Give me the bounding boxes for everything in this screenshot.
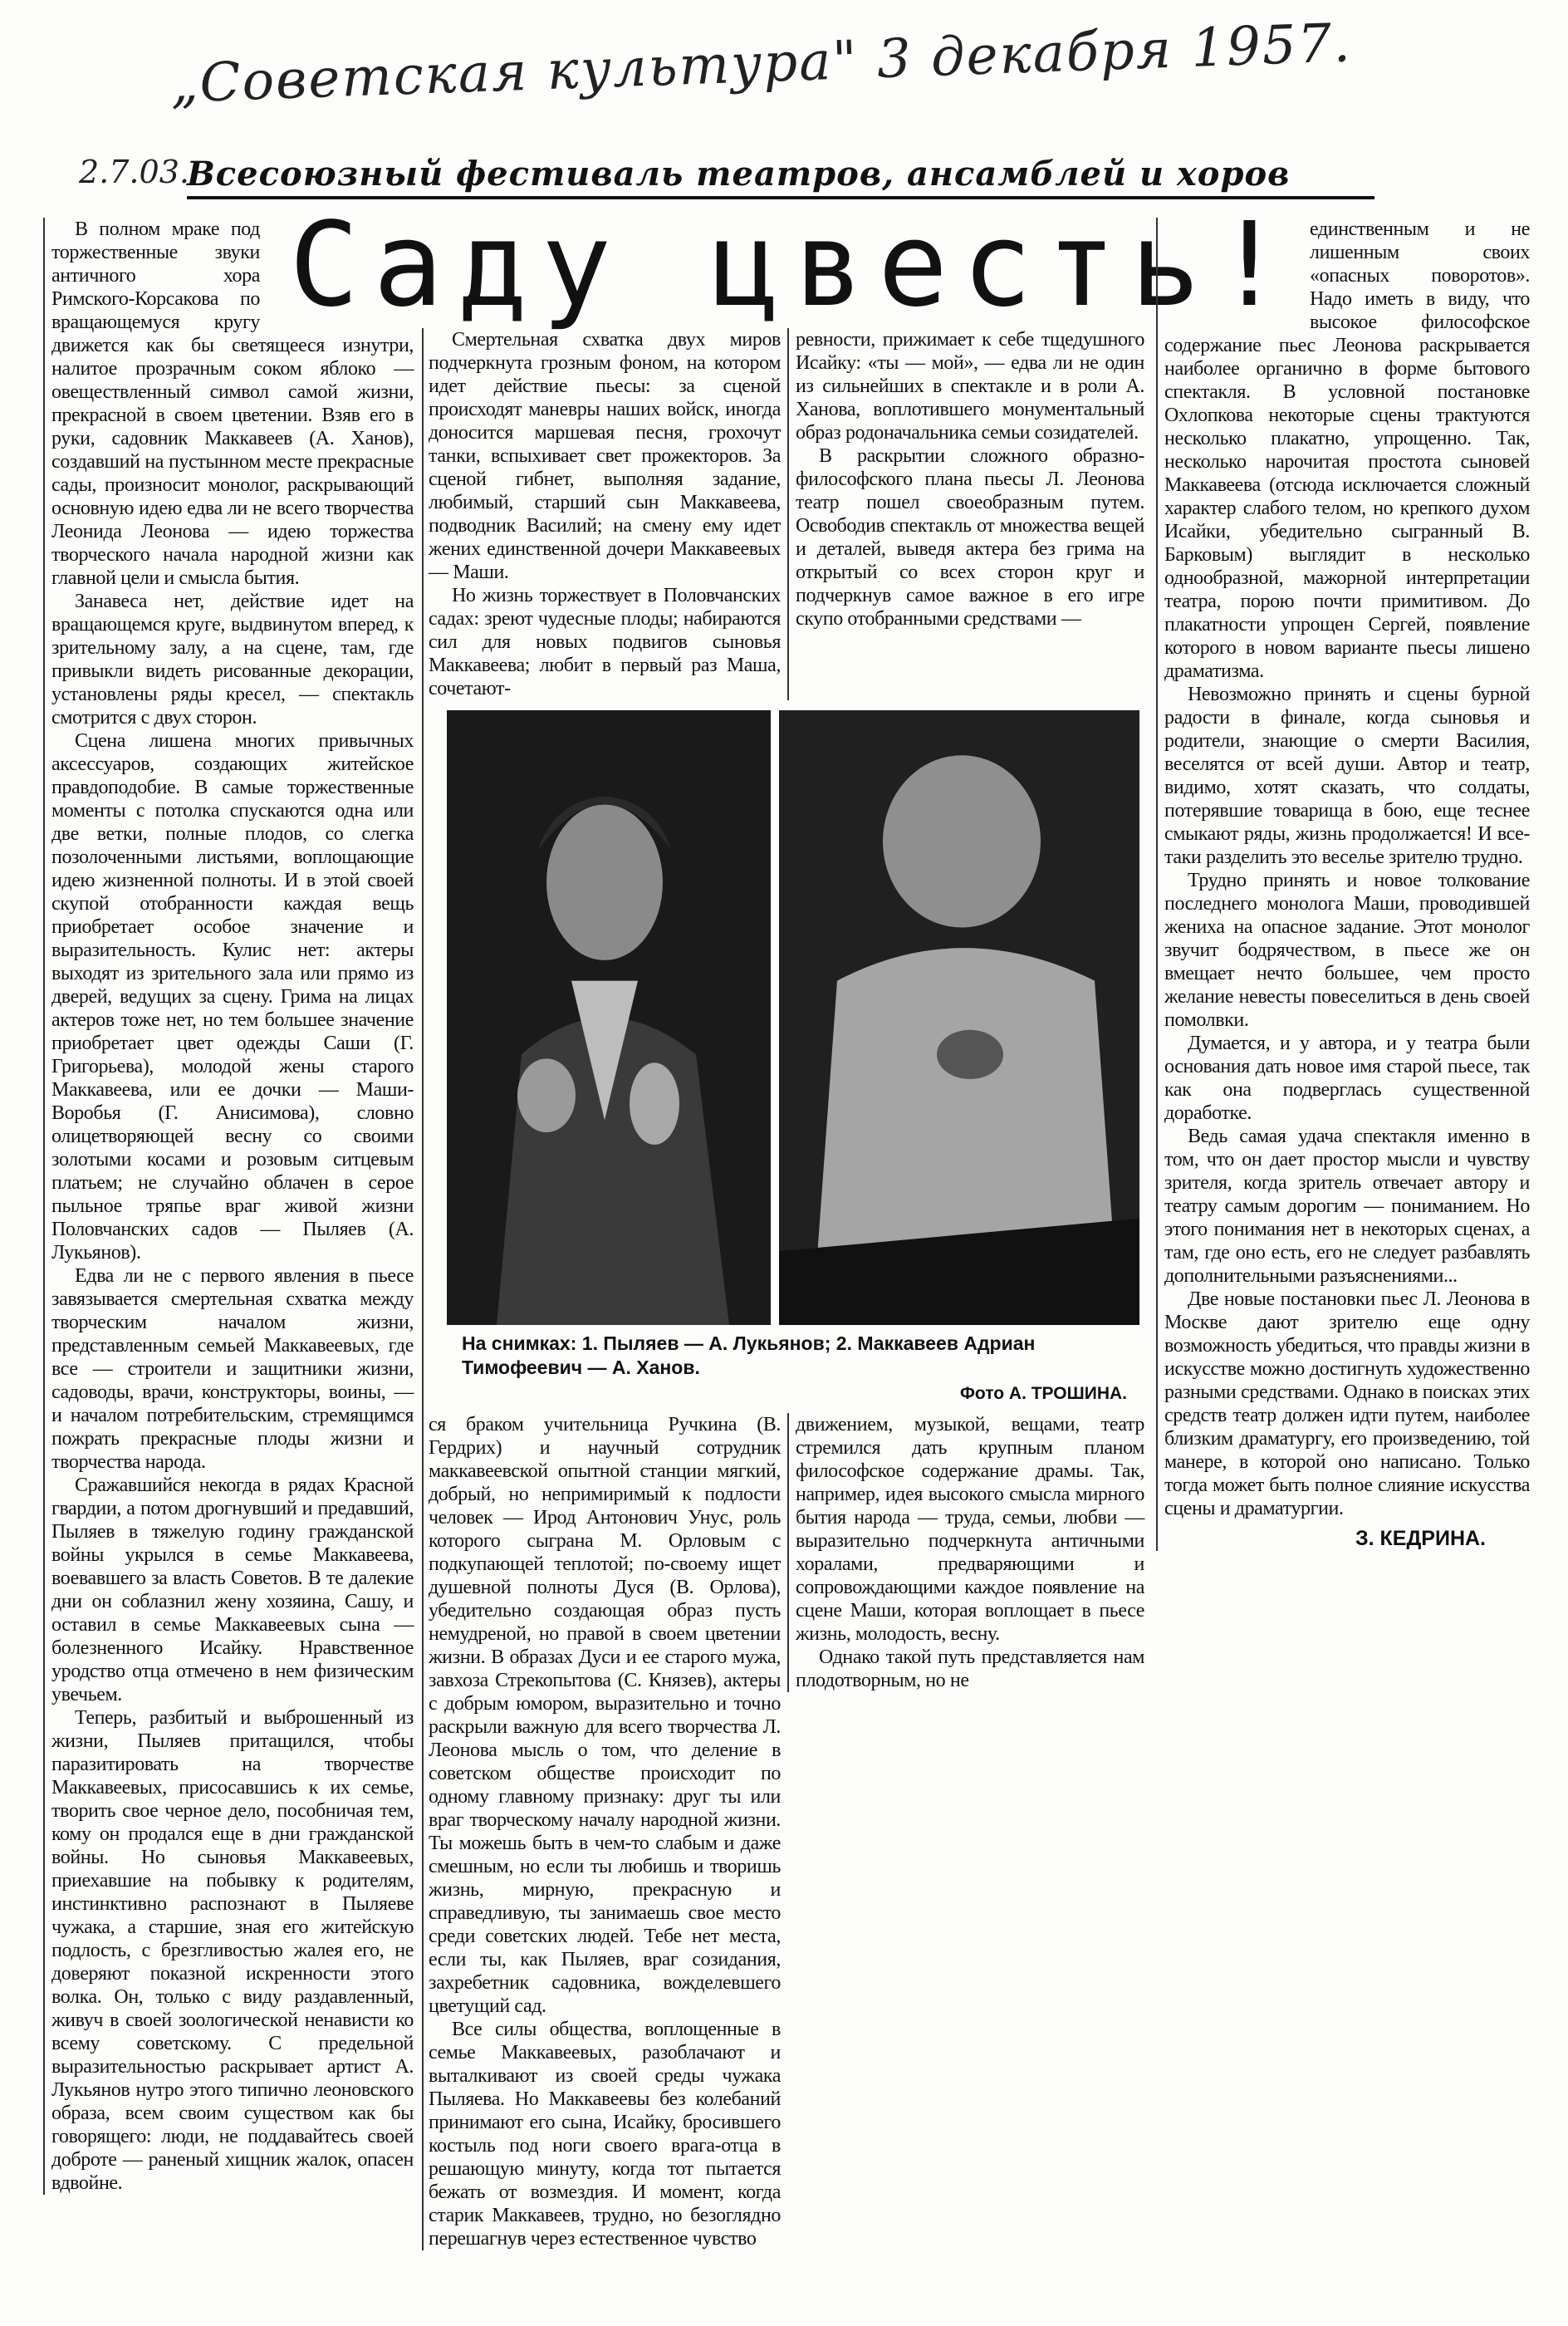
paragraph: Сражавшийся некогда в рядах Красной гвардии, а потом дрогнувший и предавший, Пыляев в тяжелую годину гражданской войны укрылся в семье Маккавеева, воевавшего за власть Советов. В те далекие дни он соблазнил жену хозяина, Сашу, и оставил в семье Маккавеевых сына — болезненного Исайку. Нравственное уродство отца отмечено в нем физическим увечьем. — [51, 1475, 414, 1705]
handwritten-archive-number: 2.7.03. — [79, 154, 189, 190]
handwritten-source-note: „Советская культура" 3 декабря 1957. — [169, 12, 1353, 115]
photo-pylyaev — [447, 710, 771, 1325]
paragraph: Невозможно принять и сцены бурной радости в финале, когда сыновья и родители, знающие о смерти Василия, веселятся от всей души. Автор и театр, видимо, хотят сказать, что солдаты, потерявшие товарища в бою, еще теснее смыкают ряды, жизнь продолжается! И все-таки разделить это веселье зрителю трудно. — [1164, 684, 1530, 868]
paragraph: Ведь самая удача спектакля именно в том, что он дает простор мысли и чувству зрителя, когда зритель отвечает автору и театру самым дорогим — пониманием. Но этого понимания нет в некоторых сценах, а там, где оно есть, его не следует разбавлять дополнительными разъяснениями... — [1164, 1126, 1530, 1287]
article-title: Саду цвесть! — [289, 198, 1299, 333]
paragraph: Однако такой путь представляется нам плодотворным, но не — [796, 1646, 1144, 1691]
paragraph: ревности, прижимает к себе тщедушного Исайку: «ты — мой», — едва ли не один из сильнейших в спектакле и в роли А. Ханова, воплотившего монументальный образ родоначальника семьи созидателей. — [796, 329, 1144, 444]
paragraph: Все силы общества, воплощенные в семье Маккавеевых, разоблачают и выталкивают из своей среды чужака Пыляева. Но Маккавеевы без колебаний принимают его сына, Исайку, бросившего костыль под ноги своего врага-отца в решающую минуту, когда тот пытается бежать от возмездия. И момент, когда старик Маккавеев, трудно, но безоглядно перешагнув через естественное чувство — [429, 2019, 781, 2250]
paragraph: Две новые постановки пьес Л. Леонова в Москве дают зрителю еще одну возможность убедиться, что правды жизни в искусстве можно достигнуть художественно разными средствами. Однако в поисках этих средств театр должен идти путем, наиболее близким драматургу, его произведению, той манере, в которой оно написано. Только тогда может быть полное слияние искусства сцены и драматургии. — [1164, 1288, 1530, 1519]
paragraph: Думается, и у автора, и у театра были основания дать новое имя старой пьесе, так как она подверглась существенной доработке. — [1164, 1033, 1530, 1124]
paragraph: Теперь, разбитый и выброшенный из жизни, Пыляев притащился, чтобы паразитировать на творчестве Маккавеевых, присосавшись к их семье, творить свое черное дело, пособничая тем, кому он продался еще в дни гражданской войны. Но сыновья Маккавеевых, приехавшие на побывку к родителям, инстинктивно распознают в Пыляеве чужака, а старшие, зная его житейскую подлость, с брезгливостью жалея его, не доверяют показной искренности этого волка. Он, только с виду раздавленный, живуч в своей зоологической ненависти ко всему советскому. С предельной выразительностью раскрывает артист А. Лукьянов нутро этого типично леоновского образа, всем своим существом как бы говорящего: люди, не поддавайтесь своей доброте — раненый хищник жалок, опасен вдвойне. — [51, 1707, 414, 2194]
photo-image — [447, 710, 771, 1325]
paragraph: Но жизнь торжествует в Половчанских садах: зреют чудесные плоды; набираются сил для новых подвигов сыновья Маккавеева; любит в первый раз Маша, сочетают- — [429, 585, 781, 699]
article-body — [43, 218, 1530, 2250]
title-clearance — [260, 218, 414, 324]
article-column-3-top — [787, 328, 1144, 700]
paragraph: В раскрытии сложного образно-философского плана пьесы Л. Леонова театр пошел своеобразным путем. Освободив спектакль от множества вещей и деталей, выведя актера без грима на открытый со всех сторон круг и подчеркнув самое важное в его игре скупо отобранными средствами — — [796, 445, 1144, 630]
photo-makkaveev — [779, 710, 1139, 1325]
bottom-columns — [429, 1413, 1149, 2250]
paragraph: Едва ли не с первого явления в пьесе завязывается смертельная схватка между творческим началом жизни, представленным семьей Маккавеевых, где все — строители и защитники жизни, садоводы, врачи, конструкторы, воины, — и началом потребительским, стремящимся пожрать прекрасные плоды жизни и творчества народа. — [51, 1265, 414, 1473]
photo-row — [447, 710, 1149, 1325]
paragraph: ся браком учительница Ручкина (В. Гердрих) и научный сотрудник маккавеевской опытной станции мягкий, добрый, но непримиримый к подлости человек — Ирод Антонович Унус, роль которого сыграна М. Орловым с подкупающей теплотой; по-своему ищет душевной полноты Дуся (В. Орлова), убедительно создающая образ пусть немудреной, но правой в своем цветении жизни. В образах Дуси и ее старого мужа, завхоза Стрекопытова (С. Князев), актеры с добрым юмором, выразительно и точно раскрыли важную для всего творчества Л. Леонова мысль о том, что деление в советском обществе происходит по одному главному признаку: друг ты или враг творческому началу народной жизни. Ты можешь быть в чем-то слабым и даже смешным, но если ты любишь и творишь жизнь, мирную, прекрасную и справедливую, ты занимаешь свое место среди советских людей. Тебе нет места, если ты, как Пыляев, враг созидания, захребетник садовника, вожделевшего цветущий сад. — [429, 1414, 781, 2017]
paragraph: движением, музыкой, вещами, театр стремился дать крупным планом философское содержание драмы. Так, например, идея высокого смысла мирного бытия народа — труда, семьи, любви — выразительно подчеркнута античными хоралами, предваряющими и сопровождающими каждое появление на сцене Маши, которая воплощает в пьесе жизнь, молодость, весну. — [796, 1414, 1144, 1645]
photo-caption: На снимках: 1. Пыляев — А. Лукьянов; 2. Маккавеев Адриан Тимофеевич — А. Ханов. — [462, 1332, 1036, 1378]
paragraph: В полном мраке под торжественные звуки античного хора Римского-Корсакова по вращающемуся кругу движется как бы светящееся изнутри, налитое прозрачным соком яблоко — овеществленный символ самой жизни, прекрасной в своем цветении. Взяв его в руки, садовник Маккавеев (А. Ханов), создавший на пустынном месте прекрасные сады, произносит монолог, раскрывающий основную идею едва ли не всего творчества Леонида Леонова — идею торжества творческого начала народной жизни как главной цели и смысла бытия. — [51, 218, 414, 589]
author-signature: З. КЕДРИНА. — [1355, 1527, 1486, 1550]
title-clearance — [1164, 218, 1310, 324]
section-rubric: Всесоюзный фестиваль театров, ансамблей и хоров — [187, 155, 1374, 199]
middle-section — [422, 328, 1149, 2250]
article-column-2-bottom — [429, 1413, 781, 2250]
article-column-1 — [43, 218, 414, 2195]
paragraph: Трудно принять и новое толкование последнего монолога Маши, проводившей жениха на опасное задание. Этот монолог звучит бодрячеством, в пьесе же он вмещает нечто большее, чем просто желание невесты повеселиться в день своей помолвки. — [1164, 870, 1530, 1031]
photo-credit: Фото А. ТРОШИНА. — [960, 1384, 1127, 1403]
top-columns — [429, 328, 1149, 700]
paragraph: Занавеса нет, действие идет на вращающемся круге, выдвинутом вперед, к зрительному залу, а на сцене, там, где привыкли видеть рисованные декорации, установлены ряды кресел, — спектакль смотрится с двух сторон. — [51, 591, 414, 729]
paragraph: Сцена лишена многих привычных аксессуаров, создающих житейское правдоподобие. В самые торжественные моменты с потолка спускаются одна или две ветки, полные плодов, со слегка позолоченными листьями, воплощающие идею жизненной полноты. И в этой своей скупой отобранности каждая вещь приобретает особое значение и выразительность. Кулис нет: актеры выходят из зрительного зала или прямо из дверей, ведущих за сцену. Грима на лицах актеров тоже нет, но тем большее значение приобретает цвет одежды Саши (Г. Григорьева), молодой жены старого Маккавеева, или ее дочки — Маши-Воробья (Г. Анисимова), словно олицетворяющей весну со своими золотыми косами и розовым ситцевым платьем; не случайно облачен в серое пыльное тряпье враг живой жизни Половчанских садов — Пыляев (А. Лукьянов). — [51, 730, 414, 1264]
photo-image — [779, 710, 1139, 1325]
article-column-2-top — [429, 328, 781, 700]
paragraph: единственным и не лишенным своих «опасных поворотов». Надо иметь в виду, что высокое философское содержание пьес Леонова раскрывается наиболее органично в форме бытового спектакля. В условной постановке Охлопкова некоторые сцены трактуются несколько плакатно, упрощенно. Так, несколько нарочитая простота сыновей Маккавеева (отсюда исключается сложный характер слабого телом, но крепкого духом Исайки, убедительно сыгранный В. Барковым) выглядит в несколько однообразной, мажорной интерпретации театра, порою почти примитивом. До плакатности упрощен Сергей, появление которого в новом варианте пьесы лишено драматизма. — [1164, 218, 1530, 682]
article-column-4 — [1164, 218, 1530, 1520]
article-column-4-wrapper — [1156, 218, 1530, 1551]
article-column-3-bottom — [787, 1413, 1144, 1692]
paragraph: Смертельная схватка двух миров подчеркнута грозным фоном, на котором идет действие пьесы: за сценой происходят маневры наших войск, иногда доносится маршевая песня, грохочут танки, вспыхивает свет прожекторов. За сценой гибнет, выполняя задание, любимый, старший сын Маккавеева, подводник Василий; на смену ему идет жених единственной дочери Маккавеевых — Маши. — [429, 329, 781, 583]
